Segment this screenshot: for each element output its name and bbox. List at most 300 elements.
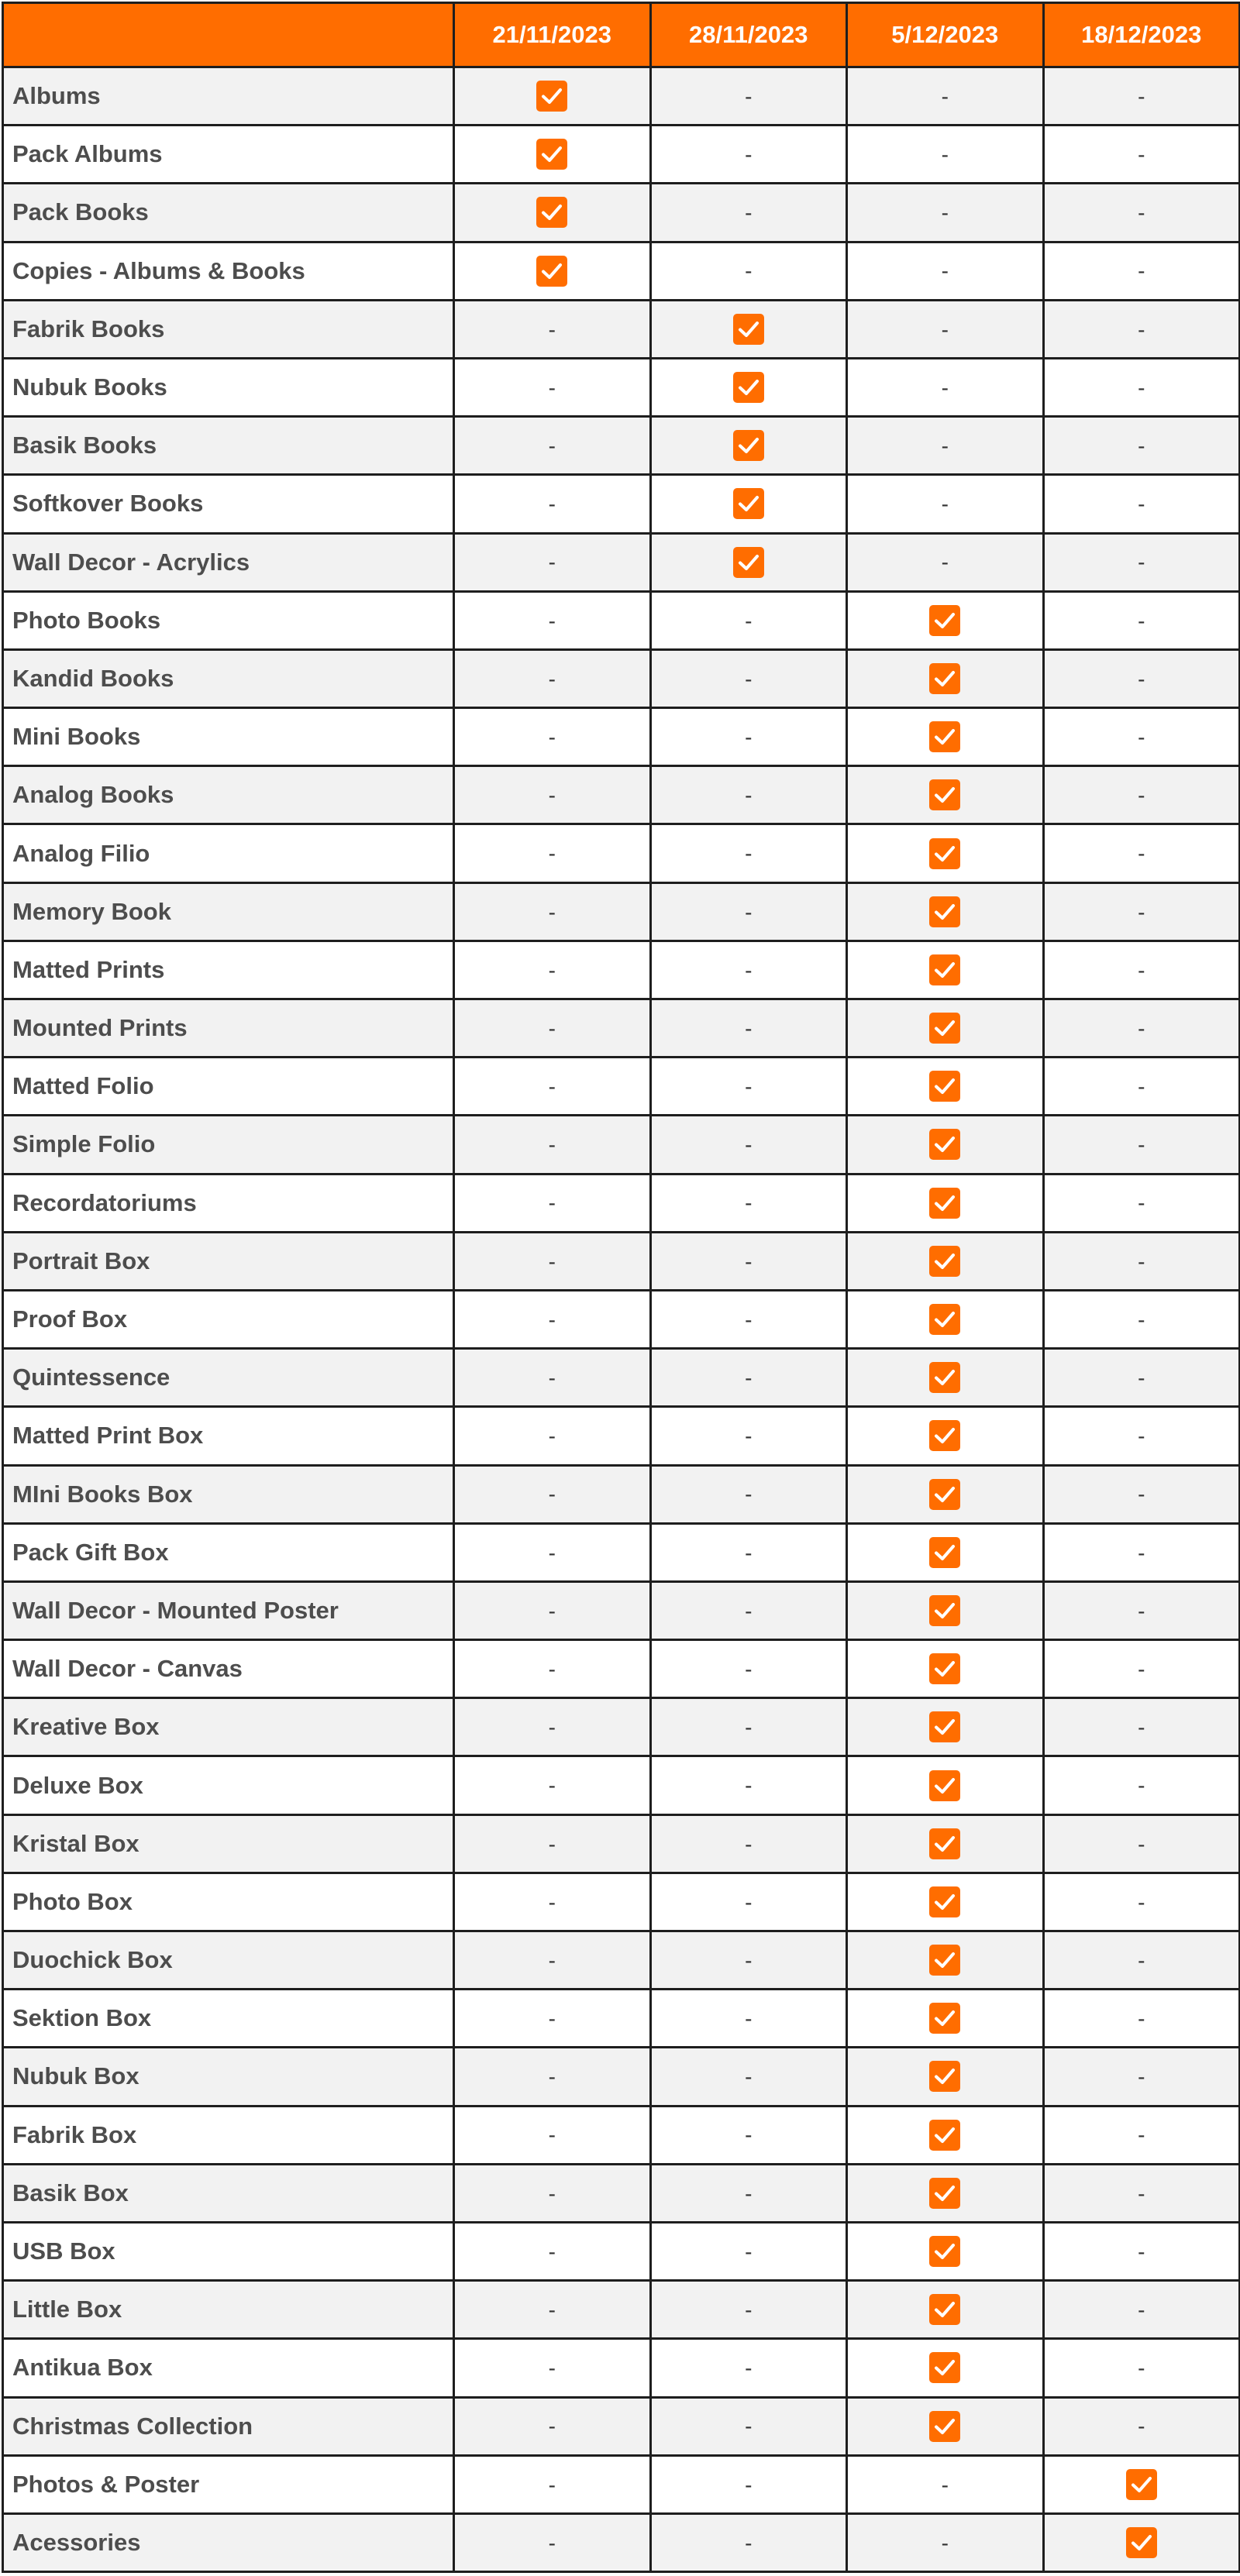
date-cell bbox=[1043, 1990, 1240, 2048]
checkbox-checked-icon bbox=[1126, 2469, 1157, 2500]
product-label: Wall Decor - Acrylics bbox=[3, 533, 454, 591]
date-cell bbox=[650, 1756, 847, 1814]
empty-dash: - bbox=[745, 2530, 753, 2555]
date-cell bbox=[454, 2164, 651, 2222]
empty-dash: - bbox=[548, 1016, 556, 1040]
date-cell bbox=[650, 1581, 847, 1639]
header-date-2: 28/11/2023 bbox=[650, 3, 847, 67]
table-row bbox=[3, 1174, 1240, 1232]
table-row bbox=[3, 1581, 1240, 1639]
date-cell bbox=[454, 2513, 651, 2571]
date-cell bbox=[1043, 242, 1240, 300]
empty-dash: - bbox=[548, 2065, 556, 2089]
empty-dash: - bbox=[548, 317, 556, 342]
date-cell bbox=[847, 126, 1044, 184]
empty-dash: - bbox=[1138, 2298, 1145, 2323]
product-label: Wall Decor - Canvas bbox=[3, 1640, 454, 1698]
checkbox-checked-icon bbox=[929, 2003, 960, 2034]
checkbox-checked-icon bbox=[929, 663, 960, 694]
empty-dash: - bbox=[1138, 2356, 1145, 2381]
date-cell bbox=[650, 824, 847, 882]
empty-dash: - bbox=[745, 2181, 753, 2206]
empty-dash: - bbox=[941, 375, 949, 400]
date-cell bbox=[1043, 2164, 1240, 2222]
empty-dash: - bbox=[548, 2239, 556, 2264]
empty-dash: - bbox=[548, 2414, 556, 2439]
product-label: Pack Books bbox=[3, 184, 454, 242]
date-cell bbox=[650, 708, 847, 766]
date-cell bbox=[1043, 1058, 1240, 1116]
checkbox-checked-icon bbox=[929, 1479, 960, 1510]
checkbox-checked-icon bbox=[929, 1537, 960, 1568]
empty-dash: - bbox=[548, 783, 556, 808]
empty-dash: - bbox=[1138, 143, 1145, 167]
empty-dash: - bbox=[745, 1133, 753, 1157]
date-cell bbox=[1043, 1465, 1240, 1523]
empty-dash: - bbox=[548, 1133, 556, 1157]
date-cell bbox=[1043, 475, 1240, 533]
empty-dash: - bbox=[548, 492, 556, 517]
date-cell bbox=[847, 2513, 1044, 2571]
table-row bbox=[3, 649, 1240, 707]
date-cell bbox=[1043, 2339, 1240, 2397]
date-cell bbox=[847, 2164, 1044, 2222]
date-cell bbox=[454, 1873, 651, 1931]
checkbox-checked-icon bbox=[929, 1013, 960, 1044]
table-row bbox=[3, 2164, 1240, 2222]
empty-dash: - bbox=[941, 201, 949, 225]
empty-dash: - bbox=[745, 1016, 753, 1040]
product-label: Kristal Box bbox=[3, 1814, 454, 1873]
checkbox-checked-icon bbox=[929, 1071, 960, 1102]
date-cell bbox=[847, 1058, 1044, 1116]
date-cell bbox=[454, 2281, 651, 2339]
empty-dash: - bbox=[548, 1540, 556, 1565]
checkbox-checked-icon bbox=[1126, 2527, 1157, 2558]
date-cell bbox=[1043, 999, 1240, 1058]
date-cell bbox=[650, 591, 847, 649]
empty-dash: - bbox=[548, 841, 556, 866]
table-row bbox=[3, 1640, 1240, 1698]
date-cell bbox=[847, 1990, 1044, 2048]
empty-dash: - bbox=[548, 724, 556, 749]
table-row bbox=[3, 184, 1240, 242]
date-cell bbox=[454, 2222, 651, 2280]
date-cell bbox=[847, 1523, 1044, 1581]
date-cell bbox=[454, 882, 651, 941]
product-label: Softkover Books bbox=[3, 475, 454, 533]
empty-dash: - bbox=[548, 958, 556, 982]
empty-dash: - bbox=[1138, 2181, 1145, 2206]
date-cell bbox=[847, 1814, 1044, 1873]
empty-dash: - bbox=[745, 1656, 753, 1681]
date-cell bbox=[1043, 184, 1240, 242]
empty-dash: - bbox=[745, 201, 753, 225]
checkbox-checked-icon bbox=[733, 430, 764, 461]
date-cell bbox=[1043, 1814, 1240, 1873]
checkbox-checked-icon bbox=[929, 2178, 960, 2209]
empty-dash: - bbox=[548, 1424, 556, 1449]
date-cell bbox=[650, 649, 847, 707]
date-cell bbox=[1043, 649, 1240, 707]
date-cell bbox=[847, 1116, 1044, 1174]
date-cell bbox=[1043, 2397, 1240, 2455]
date-cell bbox=[650, 2339, 847, 2397]
date-cell bbox=[847, 242, 1044, 300]
checkbox-checked-icon bbox=[733, 314, 764, 345]
empty-dash: - bbox=[1138, 259, 1145, 284]
empty-dash: - bbox=[745, 1715, 753, 1740]
header-date-3: 5/12/2023 bbox=[847, 3, 1044, 67]
empty-dash: - bbox=[1138, 1424, 1145, 1449]
product-label: Photos & Poster bbox=[3, 2455, 454, 2513]
date-cell bbox=[847, 941, 1044, 999]
product-label: Simple Folio bbox=[3, 1116, 454, 1174]
empty-dash: - bbox=[745, 2356, 753, 2381]
table-row bbox=[3, 1058, 1240, 1116]
empty-dash: - bbox=[745, 2298, 753, 2323]
empty-dash: - bbox=[745, 2123, 753, 2148]
date-cell bbox=[847, 882, 1044, 941]
date-cell bbox=[847, 1349, 1044, 1407]
checkbox-checked-icon bbox=[929, 2061, 960, 2092]
empty-dash: - bbox=[548, 1366, 556, 1391]
product-label: Little Box bbox=[3, 2281, 454, 2339]
date-cell bbox=[454, 1290, 651, 1348]
date-cell bbox=[454, 2339, 651, 2397]
empty-dash: - bbox=[548, 899, 556, 924]
date-cell bbox=[650, 766, 847, 824]
date-cell bbox=[454, 300, 651, 358]
table-row bbox=[3, 1990, 1240, 2048]
table-row bbox=[3, 300, 1240, 358]
empty-dash: - bbox=[745, 958, 753, 982]
empty-dash: - bbox=[1138, 1890, 1145, 1914]
table-row bbox=[3, 533, 1240, 591]
date-cell bbox=[650, 1290, 847, 1348]
empty-dash: - bbox=[745, 1831, 753, 1856]
product-label: Recordatoriums bbox=[3, 1174, 454, 1232]
date-cell bbox=[1043, 1581, 1240, 1639]
date-cell bbox=[454, 1756, 651, 1814]
empty-dash: - bbox=[941, 143, 949, 167]
empty-dash: - bbox=[941, 434, 949, 459]
empty-dash: - bbox=[745, 2414, 753, 2439]
empty-dash: - bbox=[1138, 1598, 1145, 1623]
empty-dash: - bbox=[1138, 1482, 1145, 1507]
table-row bbox=[3, 2397, 1240, 2455]
date-cell bbox=[650, 126, 847, 184]
date-cell bbox=[847, 2281, 1044, 2339]
table-row bbox=[3, 417, 1240, 475]
empty-dash: - bbox=[745, 2065, 753, 2089]
date-cell bbox=[454, 126, 651, 184]
table-row bbox=[3, 999, 1240, 1058]
empty-dash: - bbox=[1138, 2065, 1145, 2089]
date-cell bbox=[847, 591, 1044, 649]
date-cell bbox=[1043, 882, 1240, 941]
empty-dash: - bbox=[1138, 1831, 1145, 1856]
table-row bbox=[3, 591, 1240, 649]
empty-dash: - bbox=[745, 2239, 753, 2264]
date-cell bbox=[454, 1814, 651, 1873]
date-cell bbox=[454, 2455, 651, 2513]
product-label: Copies - Albums & Books bbox=[3, 242, 454, 300]
empty-dash: - bbox=[548, 2007, 556, 2031]
table-row bbox=[3, 2106, 1240, 2164]
date-cell bbox=[847, 1698, 1044, 1756]
product-label: Basik Books bbox=[3, 417, 454, 475]
product-label: Pack Gift Box bbox=[3, 1523, 454, 1581]
date-cell bbox=[650, 882, 847, 941]
date-cell bbox=[454, 941, 651, 999]
empty-dash: - bbox=[941, 2530, 949, 2555]
product-label: Mini Books bbox=[3, 708, 454, 766]
empty-dash: - bbox=[1138, 1948, 1145, 1972]
empty-dash: - bbox=[1138, 1016, 1145, 1040]
date-cell bbox=[650, 2222, 847, 2280]
date-cell bbox=[847, 1640, 1044, 1698]
empty-dash: - bbox=[548, 2356, 556, 2381]
checkbox-checked-icon bbox=[536, 256, 567, 287]
empty-dash: - bbox=[745, 1366, 753, 1391]
table-row bbox=[3, 1407, 1240, 1465]
table-header bbox=[3, 3, 1240, 67]
product-label: Analog Filio bbox=[3, 824, 454, 882]
empty-dash: - bbox=[1138, 434, 1145, 459]
checkbox-checked-icon bbox=[929, 1711, 960, 1742]
date-cell bbox=[650, 1465, 847, 1523]
date-cell bbox=[454, 591, 651, 649]
empty-dash: - bbox=[1138, 1133, 1145, 1157]
empty-dash: - bbox=[1138, 783, 1145, 808]
date-cell bbox=[847, 1465, 1044, 1523]
empty-dash: - bbox=[1138, 201, 1145, 225]
table-row bbox=[3, 1465, 1240, 1523]
checkbox-checked-icon bbox=[929, 2352, 960, 2383]
date-cell bbox=[454, 1990, 651, 2048]
date-cell bbox=[650, 1931, 847, 1990]
empty-dash: - bbox=[1138, 666, 1145, 691]
date-cell bbox=[1043, 1640, 1240, 1698]
date-cell bbox=[1043, 1174, 1240, 1232]
table-row bbox=[3, 126, 1240, 184]
checkbox-checked-icon bbox=[929, 2120, 960, 2151]
date-cell bbox=[650, 2106, 847, 2164]
date-cell bbox=[1043, 1873, 1240, 1931]
date-cell bbox=[1043, 417, 1240, 475]
date-cell bbox=[1043, 2222, 1240, 2280]
header-date-1: 21/11/2023 bbox=[454, 3, 651, 67]
date-cell bbox=[454, 2397, 651, 2455]
date-cell bbox=[454, 1640, 651, 1698]
empty-dash: - bbox=[1138, 1249, 1145, 1274]
header-date-4: 18/12/2023 bbox=[1043, 3, 1240, 67]
date-cell bbox=[650, 300, 847, 358]
empty-dash: - bbox=[1138, 1191, 1145, 1216]
date-cell bbox=[847, 824, 1044, 882]
date-cell bbox=[847, 999, 1044, 1058]
table-row bbox=[3, 475, 1240, 533]
empty-dash: - bbox=[1138, 492, 1145, 517]
table-row bbox=[3, 1290, 1240, 1348]
product-label: Matted Print Box bbox=[3, 1407, 454, 1465]
date-cell bbox=[454, 242, 651, 300]
date-cell bbox=[847, 1873, 1044, 1931]
table-row bbox=[3, 2455, 1240, 2513]
product-label: Christmas Collection bbox=[3, 2397, 454, 2455]
empty-dash: - bbox=[941, 317, 949, 342]
table-row bbox=[3, 2048, 1240, 2106]
date-cell bbox=[847, 1290, 1044, 1348]
checkbox-checked-icon bbox=[733, 488, 764, 519]
table-row bbox=[3, 1116, 1240, 1174]
date-cell bbox=[847, 475, 1044, 533]
date-cell bbox=[650, 999, 847, 1058]
table-row bbox=[3, 358, 1240, 416]
empty-dash: - bbox=[1138, 1656, 1145, 1681]
empty-dash: - bbox=[548, 2181, 556, 2206]
date-cell bbox=[650, 184, 847, 242]
date-cell bbox=[454, 999, 651, 1058]
empty-dash: - bbox=[1138, 2239, 1145, 2264]
date-cell bbox=[454, 1232, 651, 1290]
date-cell bbox=[650, 1349, 847, 1407]
checkbox-checked-icon bbox=[929, 1828, 960, 1859]
table-row bbox=[3, 941, 1240, 999]
date-cell bbox=[847, 2339, 1044, 2397]
table-row bbox=[3, 1756, 1240, 1814]
date-cell bbox=[454, 417, 651, 475]
empty-dash: - bbox=[1138, 841, 1145, 866]
date-cell bbox=[847, 417, 1044, 475]
product-label: Fabrik Box bbox=[3, 2106, 454, 2164]
date-cell bbox=[847, 2455, 1044, 2513]
date-cell bbox=[650, 1698, 847, 1756]
product-label: Albums bbox=[3, 67, 454, 126]
table-row bbox=[3, 2222, 1240, 2280]
product-label: Matted Prints bbox=[3, 941, 454, 999]
table-row bbox=[3, 882, 1240, 941]
date-cell bbox=[650, 67, 847, 126]
empty-dash: - bbox=[548, 2472, 556, 2497]
empty-dash: - bbox=[1138, 1540, 1145, 1565]
empty-dash: - bbox=[548, 550, 556, 575]
empty-dash: - bbox=[745, 724, 753, 749]
empty-dash: - bbox=[745, 84, 753, 108]
date-cell bbox=[1043, 708, 1240, 766]
date-cell bbox=[847, 1407, 1044, 1465]
empty-dash: - bbox=[745, 841, 753, 866]
checkbox-checked-icon bbox=[929, 1188, 960, 1219]
product-label: Matted Folio bbox=[3, 1058, 454, 1116]
product-label: Kreative Box bbox=[3, 1698, 454, 1756]
checkbox-checked-icon bbox=[929, 1129, 960, 1160]
empty-dash: - bbox=[548, 1249, 556, 1274]
date-cell bbox=[650, 1523, 847, 1581]
empty-dash: - bbox=[548, 2530, 556, 2555]
date-cell bbox=[847, 358, 1044, 416]
empty-dash: - bbox=[745, 2007, 753, 2031]
date-cell bbox=[650, 2281, 847, 2339]
empty-dash: - bbox=[548, 375, 556, 400]
date-cell bbox=[847, 708, 1044, 766]
table-row bbox=[3, 67, 1240, 126]
empty-dash: - bbox=[1138, 608, 1145, 633]
date-cell bbox=[454, 1523, 651, 1581]
date-cell bbox=[1043, 591, 1240, 649]
date-cell bbox=[1043, 67, 1240, 126]
empty-dash: - bbox=[548, 1948, 556, 1972]
checkbox-checked-icon bbox=[929, 721, 960, 752]
checkbox-checked-icon bbox=[929, 954, 960, 985]
date-cell bbox=[650, 1116, 847, 1174]
date-cell bbox=[650, 1232, 847, 1290]
checkbox-checked-icon bbox=[929, 2411, 960, 2442]
date-cell bbox=[1043, 2106, 1240, 2164]
date-cell bbox=[454, 2048, 651, 2106]
date-cell bbox=[454, 2106, 651, 2164]
empty-dash: - bbox=[941, 492, 949, 517]
date-cell bbox=[454, 649, 651, 707]
empty-dash: - bbox=[745, 1948, 753, 1972]
empty-dash: - bbox=[745, 1075, 753, 1099]
date-cell bbox=[847, 1232, 1044, 1290]
empty-dash: - bbox=[1138, 899, 1145, 924]
product-label: Deluxe Box bbox=[3, 1756, 454, 1814]
date-cell bbox=[650, 242, 847, 300]
header-row bbox=[3, 3, 1240, 67]
table-row bbox=[3, 2281, 1240, 2339]
date-cell bbox=[1043, 2048, 1240, 2106]
date-cell bbox=[454, 475, 651, 533]
checkbox-checked-icon bbox=[929, 1420, 960, 1451]
date-cell bbox=[454, 1058, 651, 1116]
date-cell bbox=[1043, 1931, 1240, 1990]
checkbox-checked-icon bbox=[733, 372, 764, 403]
product-label: Memory Book bbox=[3, 882, 454, 941]
date-cell bbox=[1043, 2455, 1240, 2513]
date-cell bbox=[847, 2397, 1044, 2455]
empty-dash: - bbox=[745, 1890, 753, 1914]
date-cell bbox=[650, 2048, 847, 2106]
table-row bbox=[3, 1698, 1240, 1756]
empty-dash: - bbox=[548, 1598, 556, 1623]
date-cell bbox=[454, 708, 651, 766]
empty-dash: - bbox=[548, 434, 556, 459]
date-cell bbox=[650, 358, 847, 416]
date-cell bbox=[1043, 766, 1240, 824]
date-cell bbox=[454, 766, 651, 824]
empty-dash: - bbox=[1138, 1773, 1145, 1798]
date-cell bbox=[650, 2397, 847, 2455]
date-cell bbox=[454, 1465, 651, 1523]
date-cell bbox=[1043, 1756, 1240, 1814]
empty-dash: - bbox=[548, 666, 556, 691]
date-cell bbox=[847, 2048, 1044, 2106]
date-cell bbox=[847, 67, 1044, 126]
checkbox-checked-icon bbox=[929, 1304, 960, 1335]
product-label: Pack Albums bbox=[3, 126, 454, 184]
date-cell bbox=[847, 2106, 1044, 2164]
empty-dash: - bbox=[745, 1598, 753, 1623]
date-cell bbox=[650, 2455, 847, 2513]
empty-dash: - bbox=[1138, 2123, 1145, 2148]
empty-dash: - bbox=[745, 259, 753, 284]
date-cell bbox=[650, 2513, 847, 2571]
empty-dash: - bbox=[745, 1540, 753, 1565]
empty-dash: - bbox=[745, 1191, 753, 1216]
